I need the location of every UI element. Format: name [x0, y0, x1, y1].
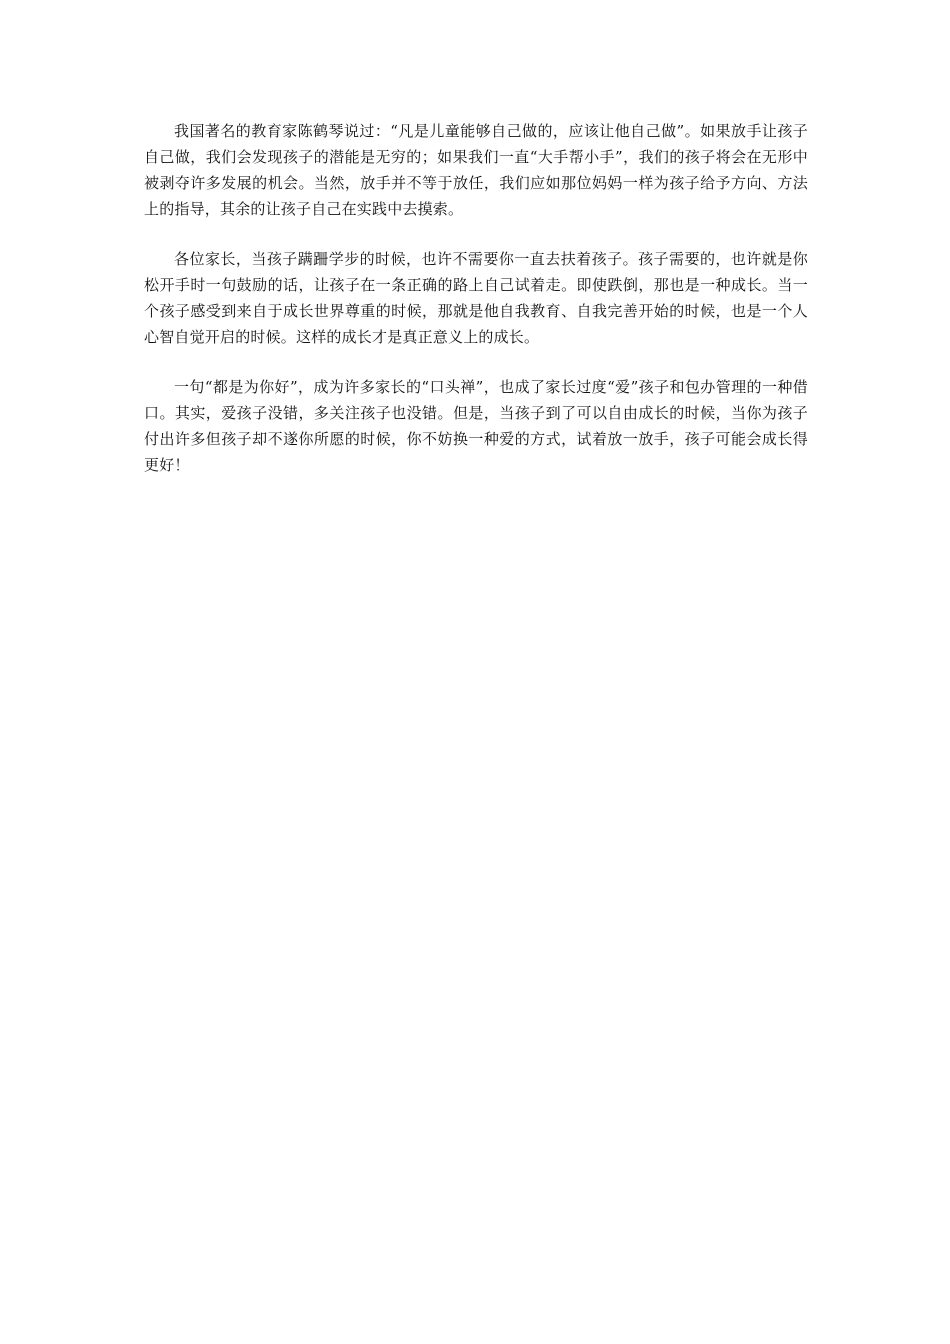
paragraph-3: 一句“都是为你好”，成为许多家长的“口头禅”，也成了家长过度“爱”孩子和包办管理的一种借口。其实，爱孩子没错，多关注孩子也没错。但是，当孩子到了可以自由成长的时候，当你为孩子付出许多但孩子却不遂你所愿的时候，你不妨换一种爱的方式，试着放一放手，孩子可能会成长得更好！ [144, 378, 808, 474]
document-body [144, 118, 808, 502]
paragraph-1: 我国著名的教育家陈鹤琴说过：“凡是儿童能够自己做的，应该让他自己做”。如果放手让孩子自己做，我们会发现孩子的潜能是无穷的；如果我们一直“大手帮小手”，我们的孩子将会在无形中被剥夺许多发展的机会。当然，放手并不等于放任，我们应如那位妈妈一样为孩子给予方向、方法上的指导，其余的让孩子自己在实践中去摸索。 [144, 122, 808, 218]
paragraph-2: 各位家长，当孩子蹒跚学步的时候，也许不需要你一直去扶着孩子。孩子需要的，也许就是你松开手时一句鼓励的话，让孩子在一条正确的路上自己试着走。即使跌倒，那也是一种成长。当一个孩子感受到来自于成长世界尊重的时候，那就是他自我教育、自我完善开始的时候，也是一个人心智自觉开启的时候。这样的成长才是真正意义上的成长。 [144, 250, 808, 346]
